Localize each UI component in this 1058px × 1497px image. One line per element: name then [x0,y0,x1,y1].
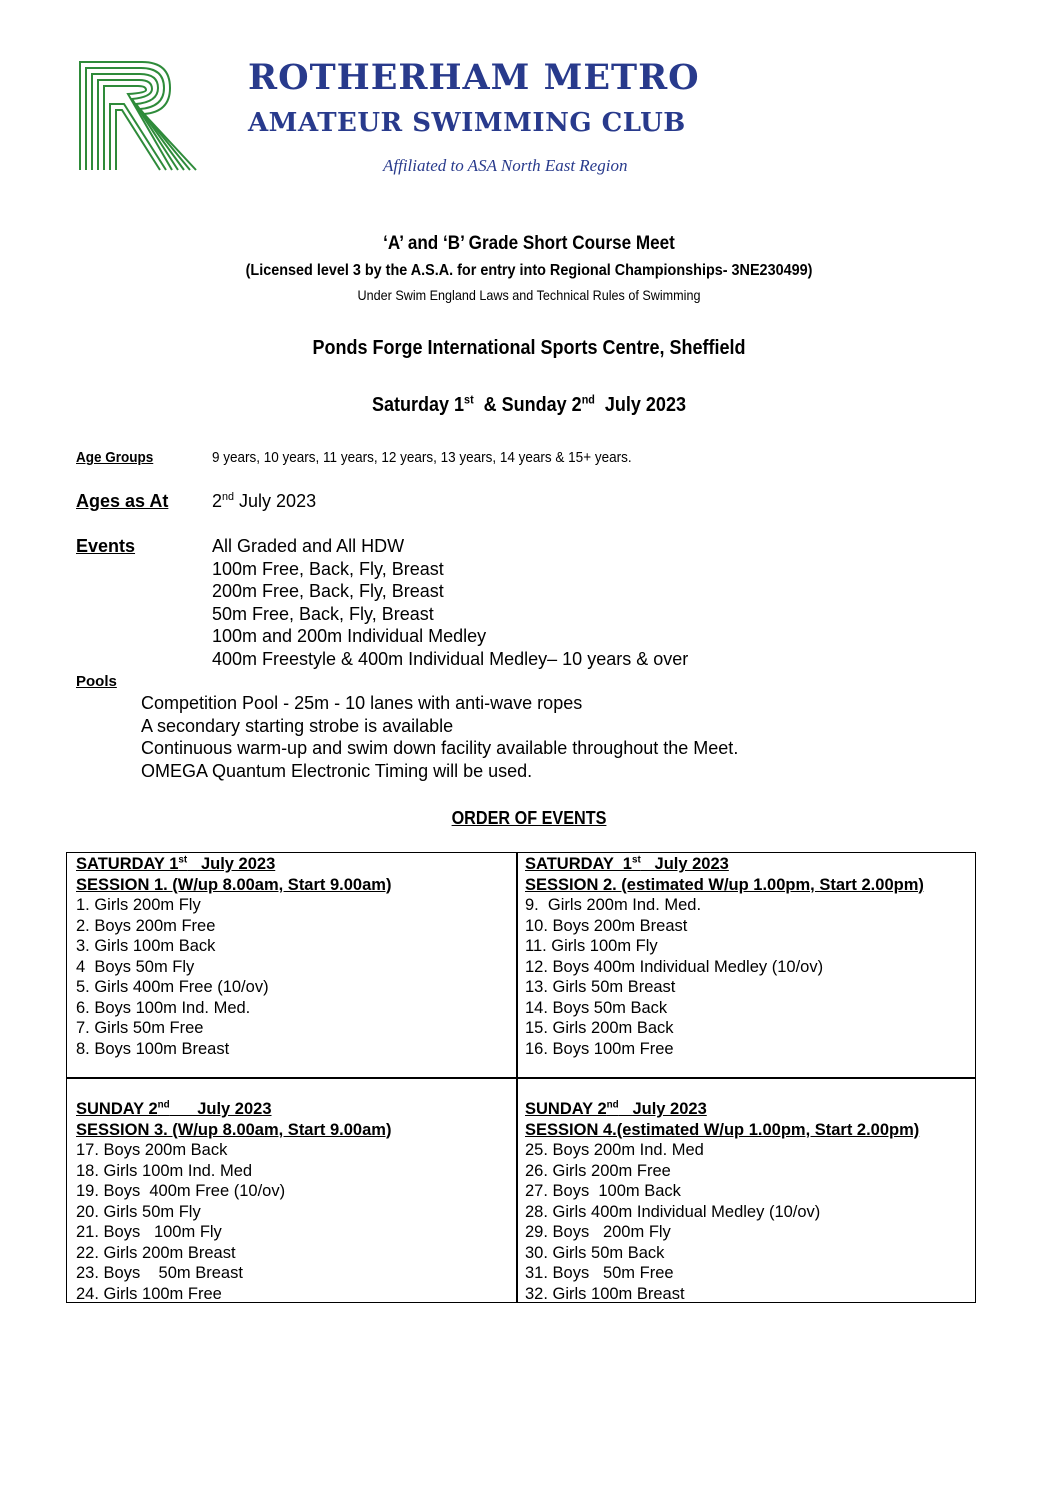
list-item: 25. Boys 200m Ind. Med [525,1141,704,1159]
meet-title: ‘A’ and ‘B’ Grade Short Course Meet [383,233,675,254]
ages-as-at-value: 2nd July 2023 [212,491,317,511]
list-item: 8. Boys 100m Breast [76,1039,230,1058]
list-item: 24. Girls 100m Free [76,1284,222,1303]
list-item: 18. Girls 100m Ind. Med [76,1161,253,1180]
list-item: A secondary starting strobe is available [141,715,454,736]
list-item: 19. Boys 400m Free (10/ov) [76,1182,286,1200]
list-item: 27. Boys 100m Back [525,1182,681,1200]
list-item: 5. Girls 400m Free (10/ov) [76,978,269,996]
meet-dates: Saturday 1st & Sunday 2nd July 2023 [372,392,686,416]
list-item: 200m Free, Back, Fly, Breast [212,581,444,601]
list-item: 29. Boys 200m Fly [525,1223,671,1241]
venue: Ponds Forge International Sports Centre, Sheffield [312,337,746,359]
list-item: 13. Girls 50m Breast [525,978,676,996]
pools-label: Pools [76,673,117,690]
list-item: 2. Boys 200m Free [76,916,216,935]
session-title: SESSION 1. (W/up 8.00am, Start 9.00am) [76,875,392,894]
list-item: 1. Girls 200m Fly [76,896,201,914]
list-item: 20. Girls 50m Fly [76,1202,201,1221]
list-item: 17. Boys 200m Back [76,1141,228,1159]
list-item: 9. Girls 200m Ind. Med. [525,896,702,914]
list-item: 15. Girls 200m Back [525,1019,674,1037]
session-day: SATURDAY 1st July 2023 [525,854,729,873]
session-day: SUNDAY 2nd July 2023 [76,1099,272,1118]
divider [67,1077,975,1079]
list-item: 31. Boys 50m Free [525,1264,674,1282]
list-item: 6. Boys 100m Ind. Med. [76,998,251,1017]
affiliation-text: Affiliated to ASA North East Region [383,156,628,175]
list-item: 21. Boys 100m Fly [76,1223,222,1241]
session-cell-3 [76,1099,391,1304]
list-item: 26. Girls 200m Free [525,1161,671,1180]
session-day: SATURDAY 1st July 2023 [76,854,276,873]
club-r-logo-icon [78,60,206,172]
list-item: 22. Girls 200m Breast [76,1243,236,1262]
meet-licence: (Licensed level 3 by the A.S.A. for entry into Regional Championships- 3NE230499) [245,262,813,279]
list-item: 4 Boys 50m Fly [76,957,195,976]
ages-as-at-label: Ages as At [76,491,169,511]
pools-row [0,673,300,693]
events-label: Events [76,536,136,556]
age-groups-label: Age Groups [76,449,154,466]
pools-list [141,692,738,782]
club-name-line2: AMATEUR SWIMMING CLUB [248,108,686,138]
list-item: 400m Freestyle & 400m Individual Medley– 10 years & over [212,648,689,669]
list-item: 12. Boys 400m Individual Medley (10/ov) [525,957,824,976]
age-groups-row [0,449,1058,469]
events-list [212,535,688,670]
list-item: 7. Girls 50m Free [76,1019,204,1037]
list-item: 23. Boys 50m Breast [76,1264,243,1282]
list-item: Continuous warm-up and swim down facility available throughout the Meet. [141,738,739,758]
session-cell-4 [525,1099,919,1304]
session-day: SUNDAY 2nd July 2023 [525,1099,707,1118]
session-cell-1 [76,854,391,1059]
session-title: SESSION 2. (estimated W/up 1.00pm, Start 2.00pm) [525,875,924,894]
list-item: 14. Boys 50m Back [525,998,668,1017]
club-name-line1: ROTHERHAM METRO [248,57,700,98]
list-item: 30. Girls 50m Back [525,1243,665,1262]
list-item: 10. Boys 200m Breast [525,916,688,935]
session-title: SESSION 4.(estimated W/up 1.00pm, Start 2.00pm) [525,1120,920,1139]
list-item: All Graded and All HDW [212,536,405,556]
age-groups-value: 9 years, 10 years, 11 years, 12 years, 13 years, 14 years & 15+ years. [212,449,632,466]
list-item: 50m Free, Back, Fly, Breast [212,603,434,624]
meet-laws: Under Swim England Laws and Technical Rules of Swimming [357,287,701,303]
list-item: 100m and 200m Individual Medley [212,626,487,646]
schedule-table [66,852,976,1303]
list-item: 3. Girls 100m Back [76,937,216,955]
list-item: 11. Girls 100m Fly [525,937,658,955]
list-item: OMEGA Quantum Electronic Timing will be used. [141,760,533,781]
order-of-events-title: ORDER OF EVENTS [451,808,607,828]
list-item: 32. Girls 100m Breast [525,1284,685,1303]
session-cell-2 [525,854,924,1059]
list-item: Competition Pool - 25m - 10 lanes with anti-wave ropes [141,693,583,713]
session-title: SESSION 3. (W/up 8.00am, Start 9.00am) [76,1120,392,1139]
list-item: 28. Girls 400m Individual Medley (10/ov) [525,1202,821,1221]
ages-as-at-row [0,491,1058,515]
list-item: 100m Free, Back, Fly, Breast [212,558,444,579]
list-item: 16. Boys 100m Free [525,1039,674,1058]
